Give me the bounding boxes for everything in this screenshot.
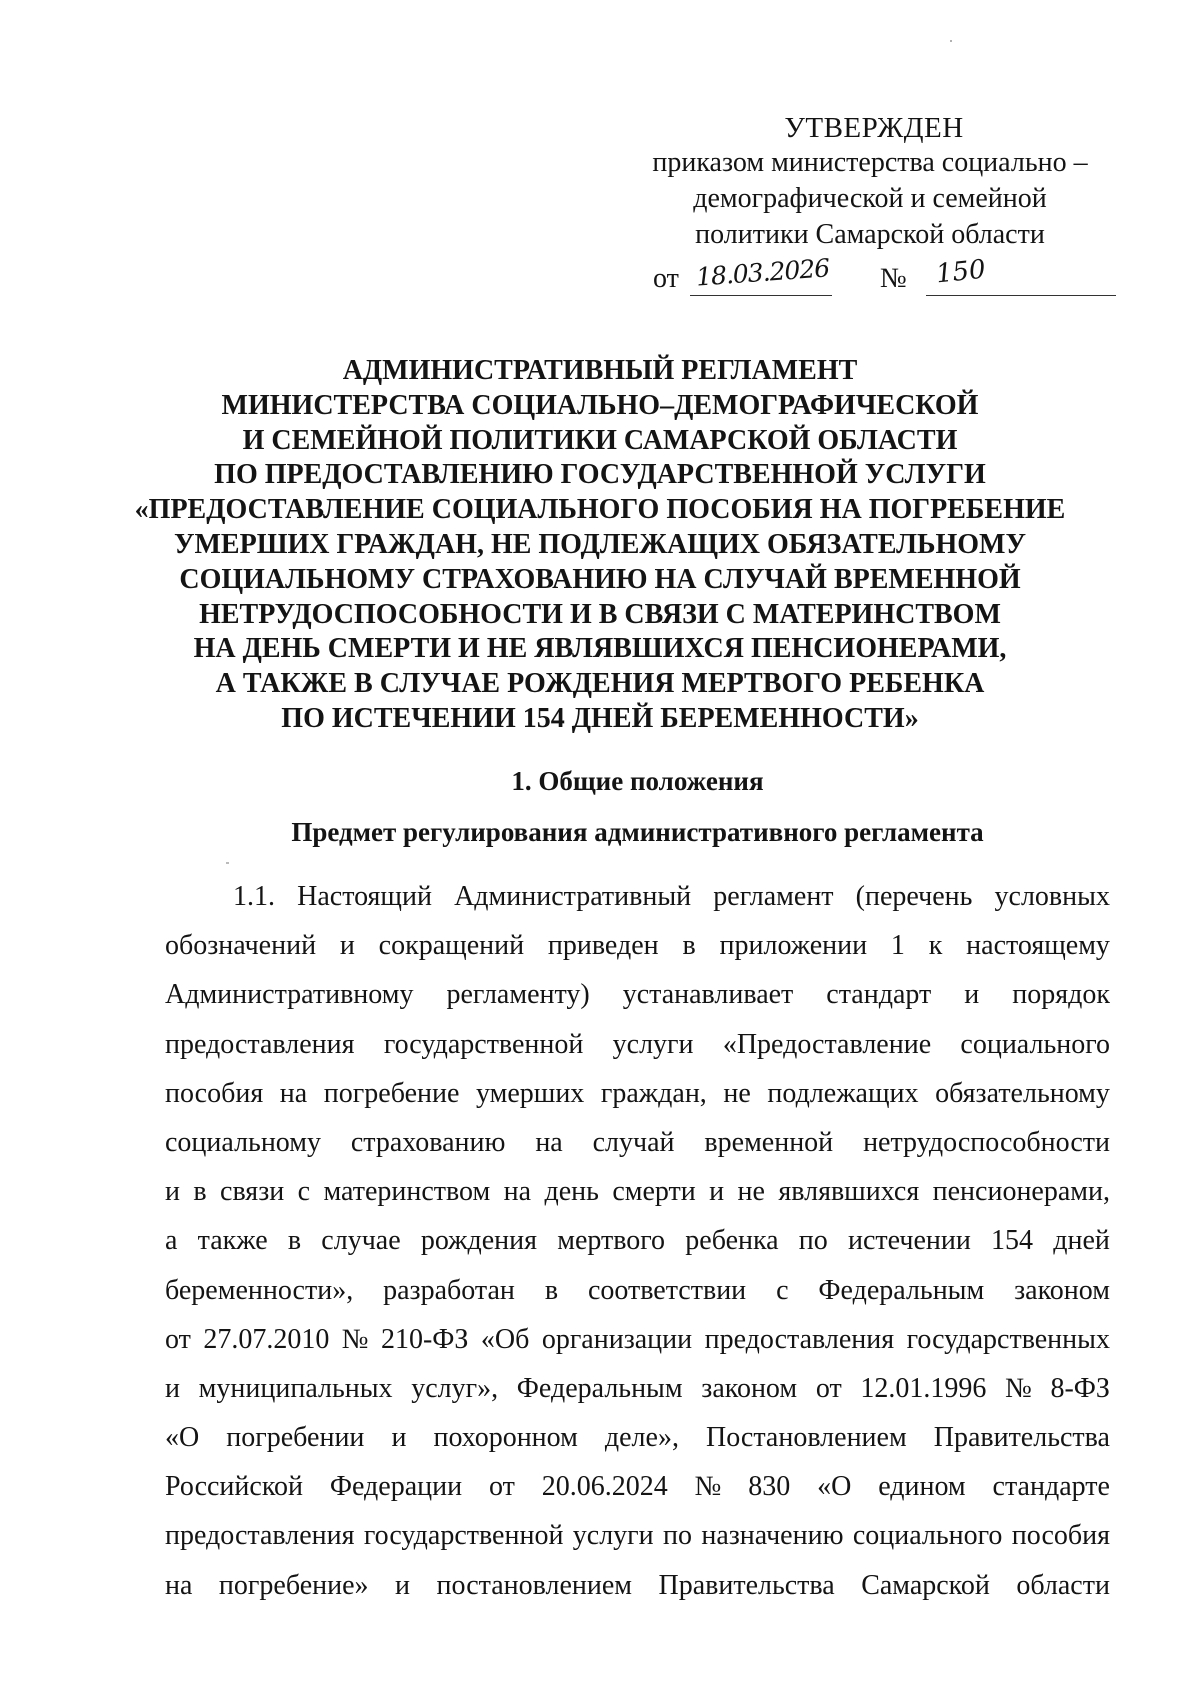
title-line: АДМИНИСТРАТИВНЫЙ РЕГЛАМЕНТ — [342, 355, 858, 386]
paragraph-line: предоставления государственной услуги по назначению социального пособия — [165, 1520, 1110, 1552]
title-line: МИНИСТЕРСТВА СОЦИАЛЬНО–ДЕМОГРАФИЧЕСКОЙ — [221, 389, 979, 421]
paragraph-line: обозначений и сокращений приведен в приложении 1 к настоящему — [165, 930, 1110, 962]
paragraph-line: беременности», разработан в соответствии с Федеральным законом — [165, 1274, 1110, 1306]
scan-artifact — [226, 862, 229, 864]
approval-line: демографической и семейной — [693, 183, 1047, 214]
title-line: ПО ИСТЕЧЕНИИ 154 ДНЕЙ БЕРЕМЕННОСТИ» — [281, 702, 919, 734]
date-prefix: от — [653, 263, 679, 294]
paragraph-line: социальному страхованию на случай временной нетрудоспособности — [165, 1126, 1110, 1158]
number-sign: № — [880, 263, 907, 294]
title-line: И СЕМЕЙНОЙ ПОЛИТИКИ САМАРСКОЙ ОБЛАСТИ — [242, 424, 958, 456]
paragraph-line: Административному регламенту) устанавливает стандарт и порядок — [165, 979, 1110, 1011]
paragraph-line: и муниципальных услуг», Федеральным законом от 12.01.1996 № 8-ФЗ — [165, 1372, 1110, 1404]
section-heading: 1. Общие положения — [511, 766, 764, 796]
paragraph-line: «О погребении и похоронном деле», Постановлением Правительства — [165, 1422, 1110, 1454]
paragraph-1-1 — [165, 872, 1110, 1610]
paragraph-line: а также в случае рождения мертвого ребенка по истечении 154 дней — [165, 1225, 1110, 1257]
date-field — [690, 255, 832, 296]
approval-block — [650, 112, 1090, 299]
paragraph-line: 1.1. Настоящий Административный регламент (перечень условных — [233, 881, 1110, 912]
paragraph-line: и в связи с материнством на день смерти и не являвшихся пенсионерами, — [165, 1176, 1110, 1208]
approval-line: политики Самарской области — [695, 219, 1045, 250]
paragraph-line: предоставления государственной услуги «Предоставление социального — [165, 1028, 1110, 1060]
title-line: СОЦИАЛЬНОМУ СТРАХОВАНИЮ НА СЛУЧАЙ ВРЕМЕННОЙ — [179, 563, 1021, 595]
document-title — [100, 354, 1100, 737]
scan-artifact — [950, 40, 952, 42]
title-line: УМЕРШИХ ГРАЖДАН, НЕ ПОДЛЕЖАЩИХ ОБЯЗАТЕЛЬНОМУ — [173, 528, 1027, 560]
approval-line: приказом министерства социально – — [652, 147, 1088, 178]
paragraph-line: пособия на погребение умерших граждан, не подлежащих обязательному — [165, 1077, 1110, 1109]
subsection-heading: Предмет регулирования административного регламента — [291, 817, 984, 847]
approval-title: УТВЕРЖДЕН — [784, 112, 964, 144]
paragraph-line: от 27.07.2010 № 210-ФЗ «Об организации предоставления государственных — [165, 1323, 1110, 1355]
title-line: А ТАКЖЕ В СЛУЧАЕ РОЖДЕНИЯ МЕРТВОГО РЕБЕНКА — [215, 668, 985, 700]
handwritten-number: 150 — [934, 254, 988, 290]
title-line: НА ДЕНЬ СМЕРТИ И НЕ ЯВЛЯВШИХСЯ ПЕНСИОНЕРАМИ, — [193, 633, 1007, 665]
title-line: ПО ПРЕДОСТАВЛЕНИЮ ГОСУДАРСТВЕННОЙ УСЛУГИ — [214, 459, 986, 491]
title-line: «ПРЕДОСТАВЛЕНИЕ СОЦИАЛЬНОГО ПОСОБИЯ НА ПОГРЕБЕНИЕ — [134, 494, 1066, 526]
handwritten-date: 18.03.2026 — [695, 253, 830, 292]
title-line: НЕТРУДОСПОСОБНОСТИ И В СВЯЗИ С МАТЕРИНСТВОМ — [199, 598, 1001, 630]
number-field — [926, 255, 1116, 296]
paragraph-line: на погребение» и постановлением Правительства Самарской области — [165, 1569, 1110, 1601]
approval-date-line — [650, 255, 1090, 299]
paragraph-line: Российской Федерации от 20.06.2024 № 830 «О едином стандарте — [165, 1471, 1110, 1503]
